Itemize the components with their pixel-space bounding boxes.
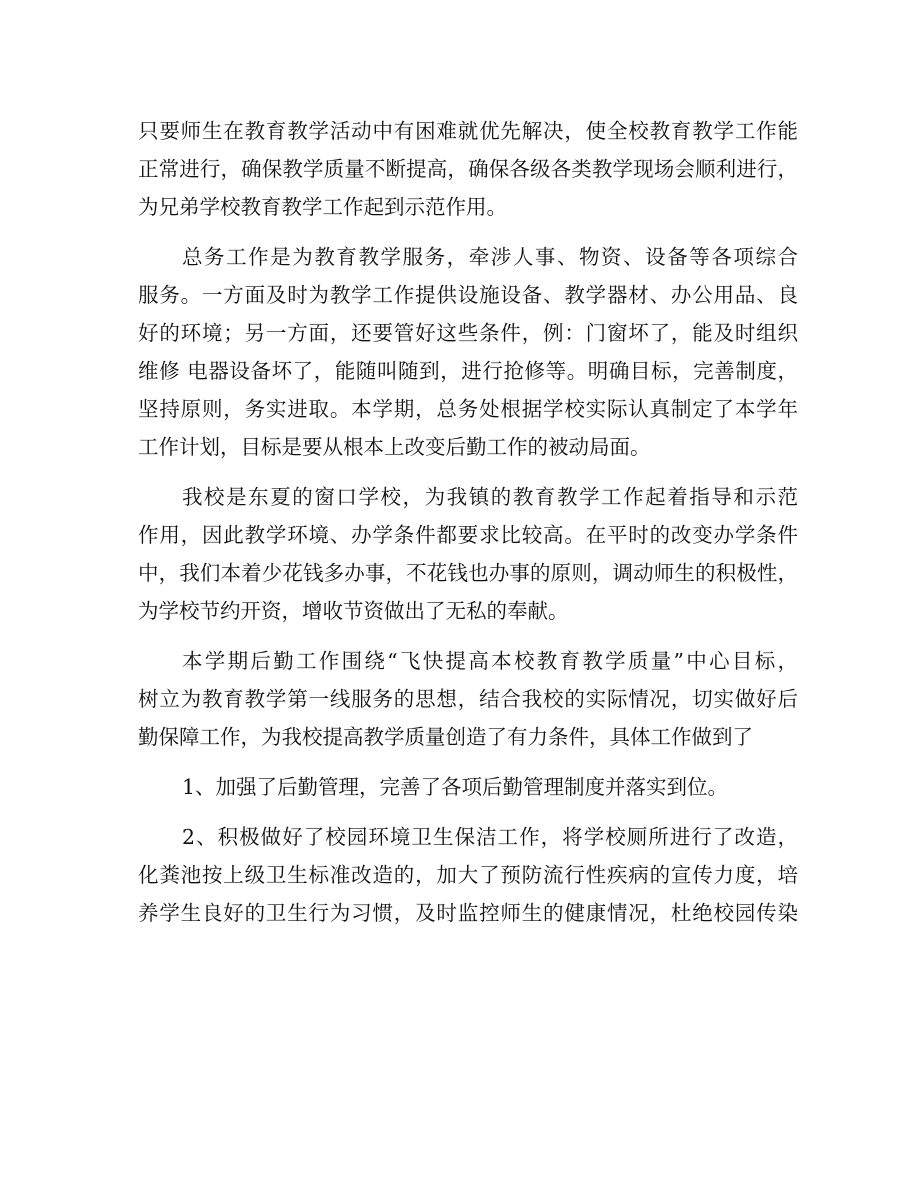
text-line: 工作计划，目标是要从根本上改变后勤工作的被动局面。: [138, 435, 651, 459]
text-line: 为学校节约开资，增收节资做出了无私的奉献。: [138, 599, 569, 623]
text-line: 总务工作是为教育教学服务，牵涉人事、物资、设备等各项综合: [182, 245, 798, 269]
text-line: 中，我们本着少花钱多办事，不花钱也办事的原则，调动师生的积极性，: [138, 561, 798, 585]
text-line: 维修 电器设备坏了，能随叫随到，进行抢修等。明确目标，完善制度，: [138, 359, 798, 383]
text-line: 为兄弟学校教育教学工作起到示范作用。: [138, 195, 507, 219]
paragraph-2: [138, 238, 798, 466]
text-line: 作用，因此教学环境、办学条件都要求比较高。在平时的改变办学条件: [138, 523, 798, 547]
paragraph-4: [138, 642, 798, 756]
text-line: 1、加强了后勤管理，完善了各项后勤管理制度并落实到位。: [182, 775, 729, 799]
text-line: 养学生良好的卫生行为习惯，及时监控师生的健康情况，杜绝校园传染: [138, 901, 798, 925]
document-body: [138, 112, 798, 944]
text-line: 本学期后勤工作围绕“飞快提高本校教育教学质量”中心目标，: [182, 649, 798, 673]
text-line: 只要师生在教育教学活动中有困难就优先解决，使全校教育教学工作能: [138, 119, 798, 143]
text-line: 我校是东夏的窗口学校，为我镇的教育教学工作起着指导和示范: [182, 485, 798, 509]
text-line: 服务。一方面及时为教学工作提供设施设备、教学器材、办公用品、良: [138, 283, 798, 307]
paragraph-3: [138, 478, 798, 630]
text-line: 2、积极做好了校园环境卫生保洁工作，将学校厕所进行了改造，: [182, 825, 798, 849]
paragraph-5: [138, 768, 798, 806]
text-line: 化粪池按上级卫生标准改造的，加大了预防流行性疾病的宣传力度，培: [138, 863, 798, 887]
text-line: 坚持原则，务实进取。本学期，总务处根据学校实际认真制定了本学年: [138, 397, 798, 421]
paragraph-6: [138, 818, 798, 932]
paragraph-1: [138, 112, 798, 226]
text-line: 正常进行，确保教学质量不断提高，确保各级各类教学现场会顺利进行，: [138, 157, 798, 181]
text-line: 勤保障工作，为我校提高教学质量创造了有力条件，具体工作做到了: [138, 725, 753, 749]
text-line: 好的环境；另一方面，还要管好这些条件，例：门窗坏了，能及时组织: [138, 321, 798, 345]
text-line: 树立为教育教学第一线服务的思想，结合我校的实际情况，切实做好后: [138, 687, 798, 711]
